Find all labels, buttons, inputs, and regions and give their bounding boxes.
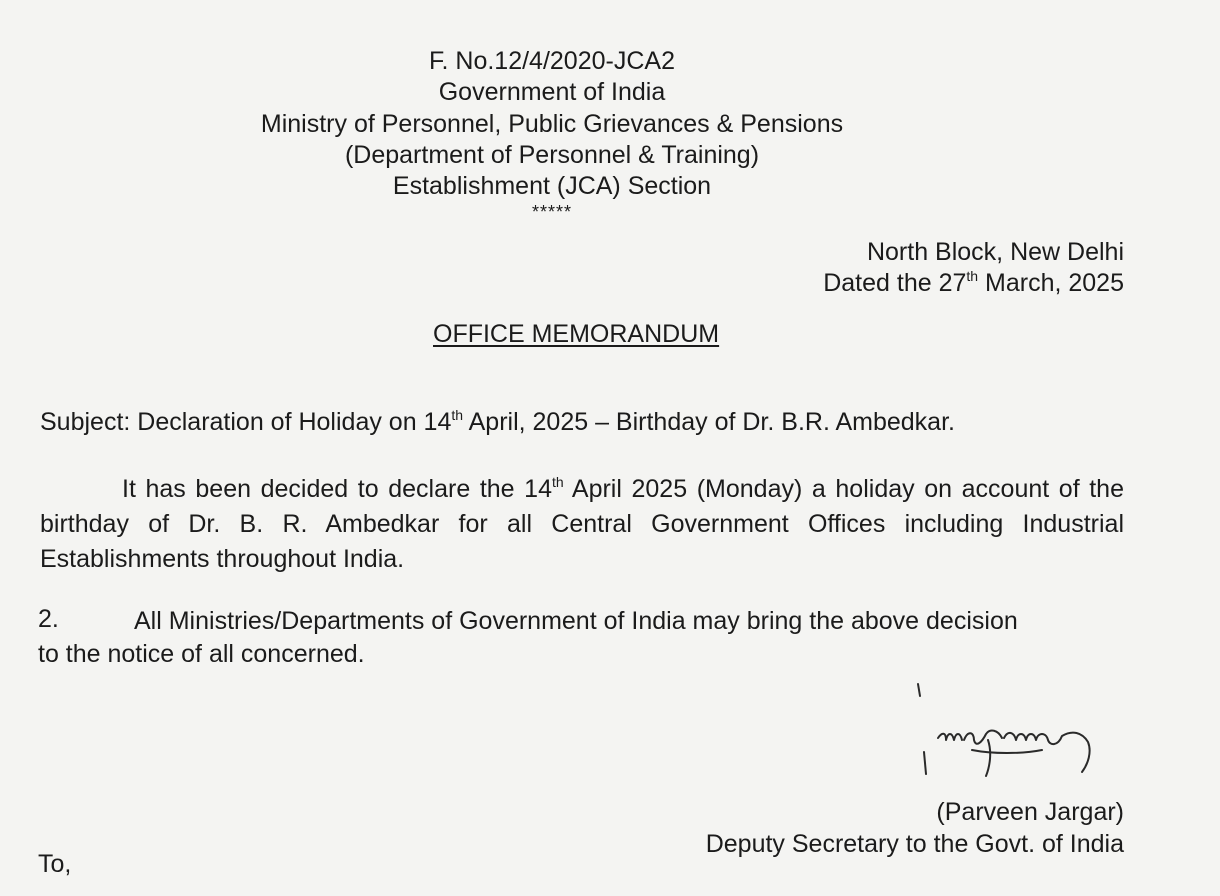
government-name: Government of India [438,78,666,106]
place-line: North Block, New Delhi [866,238,1124,266]
paragraph-1: It has been decided to declare the 14th April 2025 (Monday) a holiday on account of the birthday of Dr. B. R. Ambedkar for all Central Government Offices including Industrial Establishments throughout India. [40,474,1124,573]
header-separator: ***** [531,202,573,222]
date-line: Dated the 27th March, 2025 [823,268,1124,297]
paragraph-2-number: 2. [38,605,59,633]
subject-line: Subject: Declaration of Holiday on 14th April, 2025 – Birthday of Dr. B.R. Ambedkar. [40,407,955,436]
to-label: To, [38,850,72,878]
section-name: Establishment (JCA) Section [392,172,712,200]
memo-title: OFFICE MEMORANDUM [433,320,720,348]
signatory-name: (Parveen Jargar) [936,798,1124,826]
signatory-designation: Deputy Secretary to the Govt. of India [705,830,1124,858]
paragraph-2-line-1: All Ministries/Departments of Government of India may bring the above decision [134,607,1018,635]
file-number: F. No.12/4/2020-JCA2 [429,47,675,75]
department-name: (Department of Personnel & Training) [344,141,760,169]
paragraph-2-line-2: to the notice of all concerned. [38,640,365,668]
handwritten-signature [912,680,1122,790]
ministry-name: Ministry of Personnel, Public Grievances & Pensions [260,110,844,138]
